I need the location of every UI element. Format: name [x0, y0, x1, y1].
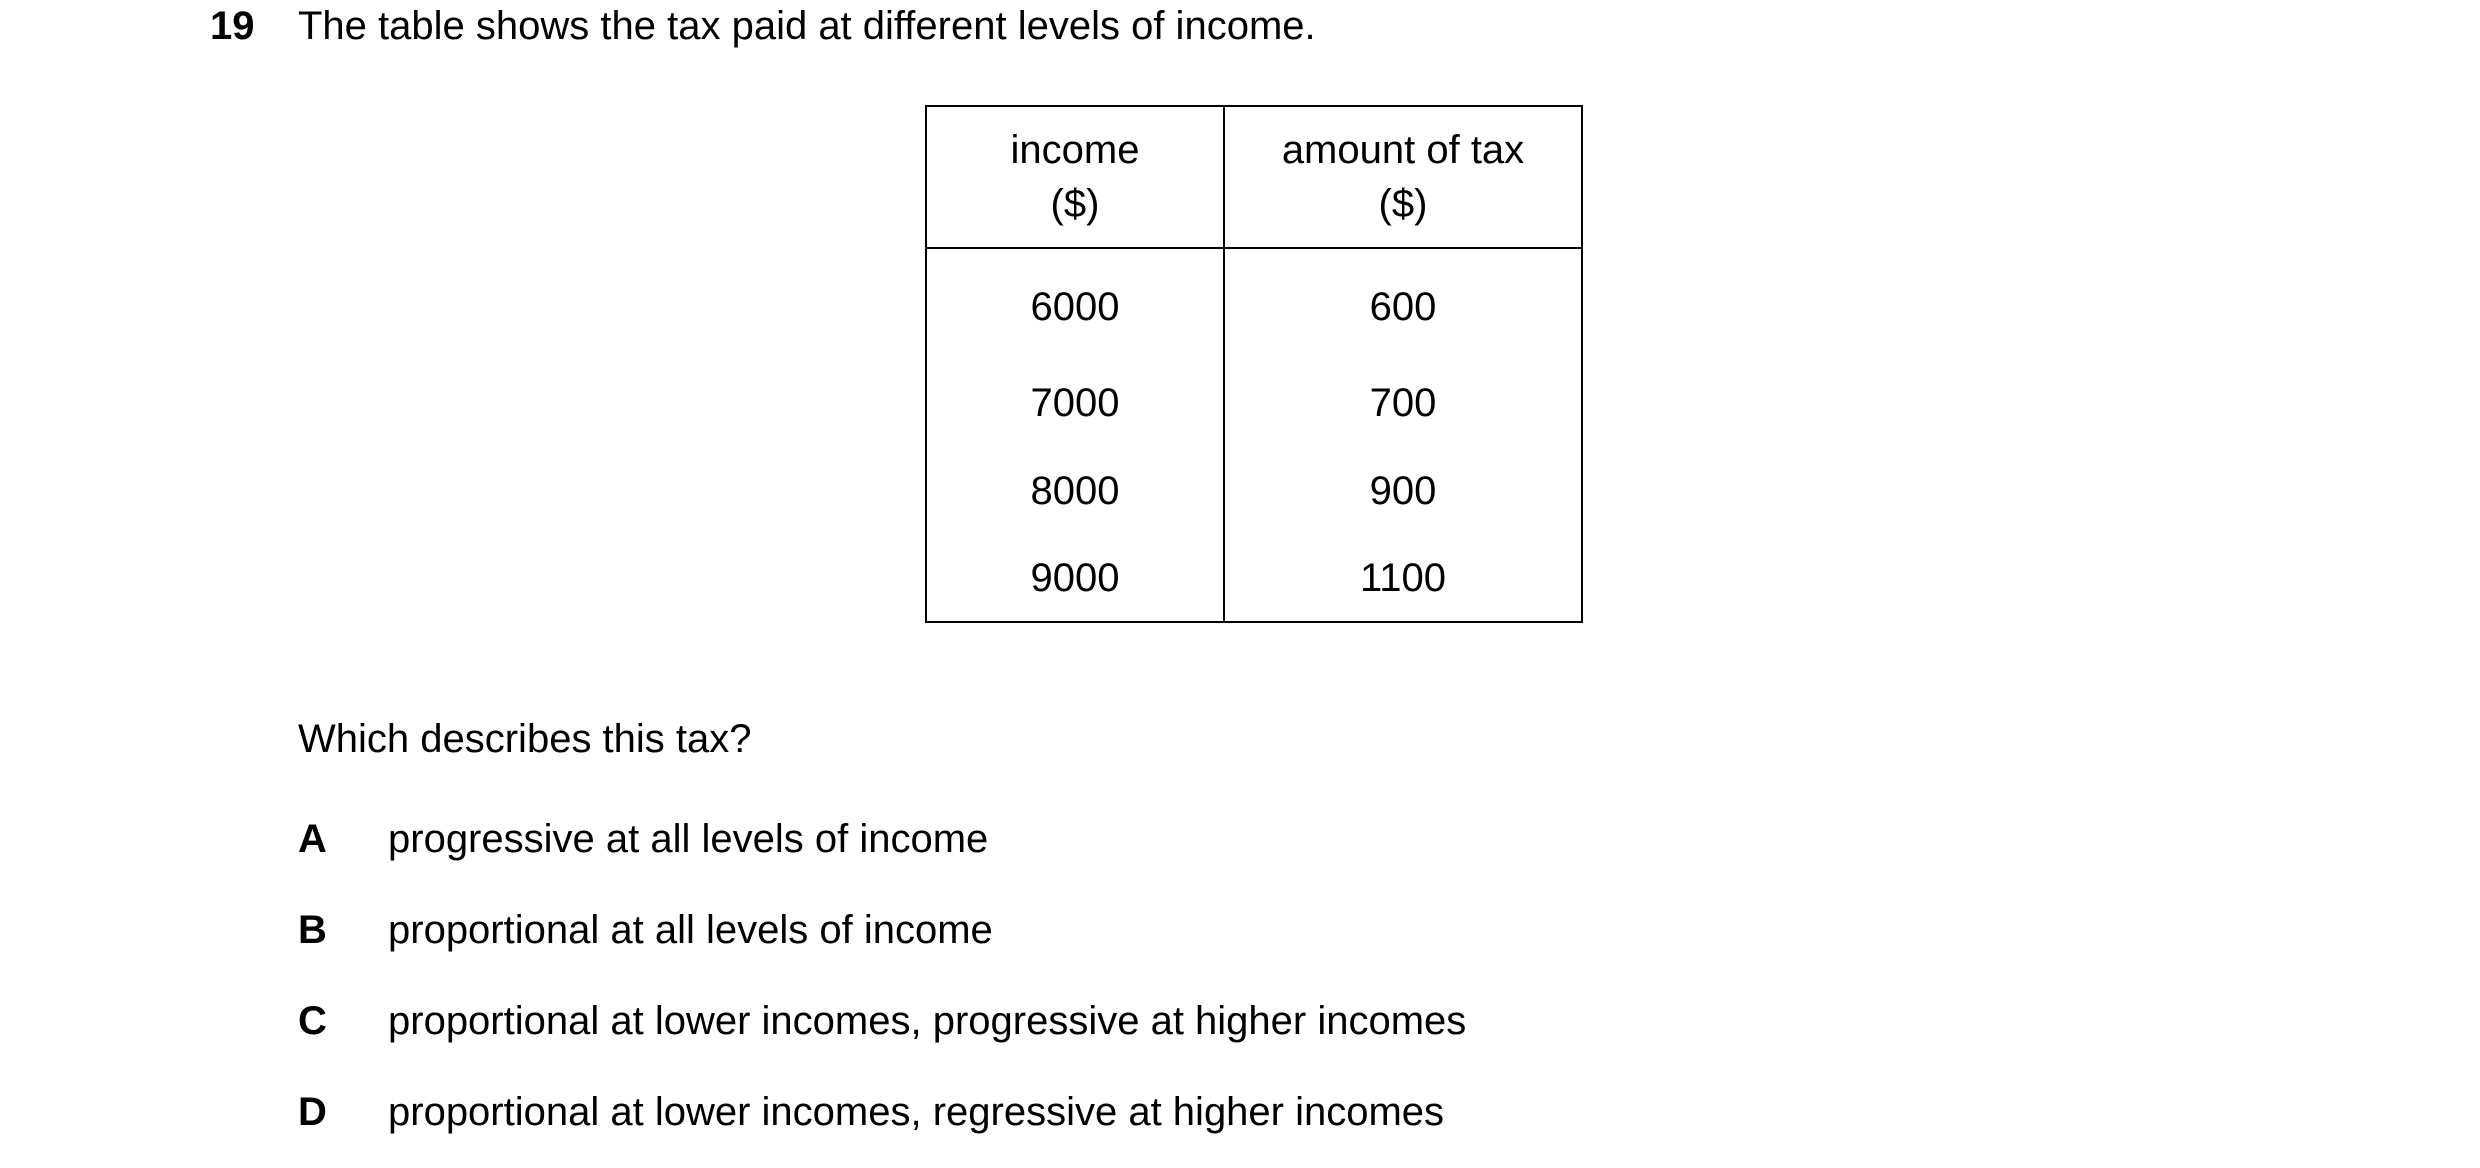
header-tax-unit: ($)	[1378, 182, 1428, 226]
option-letter: C	[298, 999, 327, 1043]
option-text: proportional at lower incomes, progressive at higher incomes	[388, 999, 1467, 1043]
table-row	[926, 248, 1582, 359]
table-row	[926, 447, 1582, 535]
table-row	[926, 535, 1582, 622]
option-letter: D	[298, 1090, 327, 1134]
table-row	[926, 359, 1582, 447]
income-cell: 7000	[926, 359, 1224, 447]
option-text: progressive at all levels of income	[388, 817, 989, 861]
header-tax-label: amount of tax	[1281, 128, 1525, 172]
income-cell: 8000	[926, 447, 1224, 535]
header-income-unit: ($)	[1050, 182, 1100, 226]
tax-cell: 600	[1224, 248, 1582, 359]
table-header-row	[926, 106, 1582, 248]
question-stem: The table shows the tax paid at different levels of income.	[298, 4, 1316, 48]
question-number: 19	[210, 4, 255, 48]
option-b[interactable]	[298, 904, 993, 956]
tax-cell: 900	[1224, 447, 1582, 535]
option-a[interactable]	[298, 813, 988, 865]
header-income-label: income	[1010, 128, 1140, 172]
option-c[interactable]	[298, 995, 1466, 1047]
option-d[interactable]	[298, 1086, 1444, 1138]
option-letter: B	[298, 908, 327, 952]
option-text: proportional at all levels of income	[388, 908, 993, 952]
header-amount-of-tax	[1224, 106, 1582, 248]
tax-cell: 1100	[1224, 535, 1582, 622]
option-letter: A	[298, 817, 327, 861]
income-cell: 9000	[926, 535, 1224, 622]
tax-cell: 700	[1224, 359, 1582, 447]
question-prompt: Which describes this tax?	[298, 717, 752, 761]
income-cell: 6000	[926, 248, 1224, 359]
header-income	[926, 106, 1224, 248]
option-text: proportional at lower incomes, regressive at higher incomes	[388, 1090, 1445, 1134]
tax-table	[925, 105, 1583, 623]
